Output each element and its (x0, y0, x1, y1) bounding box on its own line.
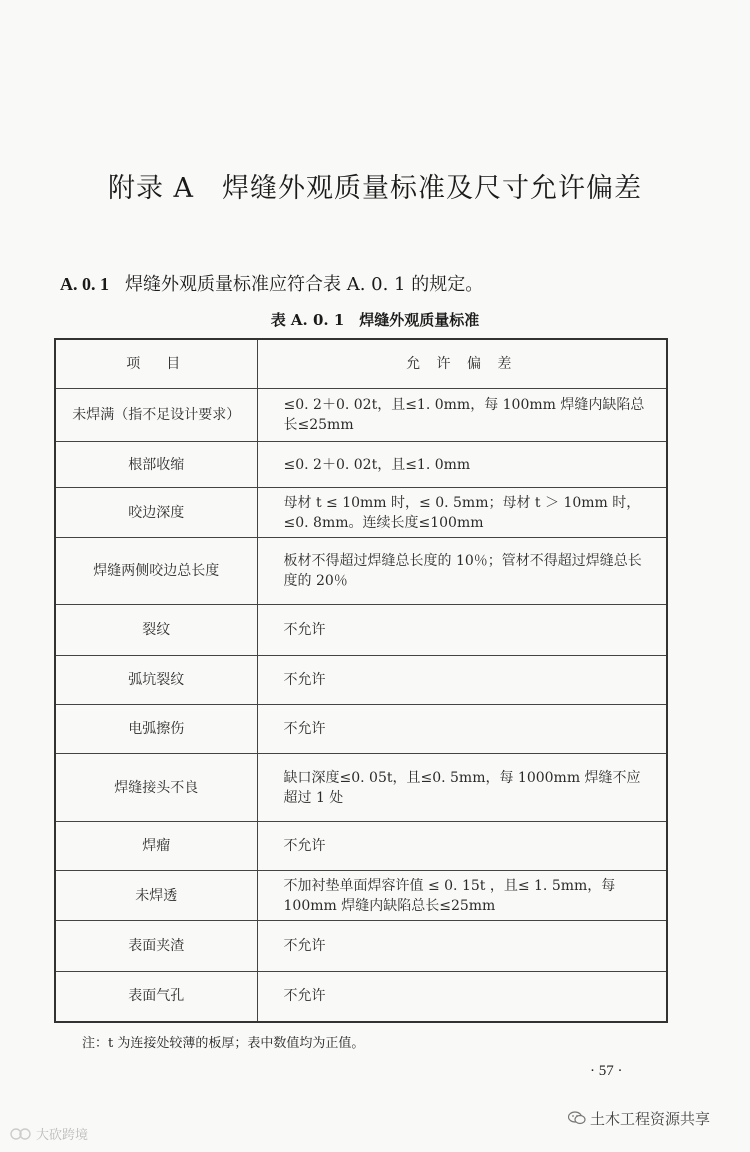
row-item: 焊缝接头不良 (55, 754, 257, 822)
table-caption: 表 A. 0. 1 焊缝外观质量标准 (270, 311, 480, 329)
platform-logo-icon (10, 1127, 32, 1145)
watermark-left (10, 1124, 88, 1145)
table-row (55, 656, 667, 705)
clause-number: A. 0. 1 (60, 274, 109, 294)
row-value: 不允许 (257, 656, 667, 705)
row-value: 母材 t ≤ 10mm 时，≤ 0. 5mm；母材 t ＞ 10mm 时，≤0. 8mm。连续长度≤100mm (257, 488, 667, 538)
row-item: 焊缝两侧咬边总长度 (55, 538, 257, 605)
row-item: 未焊透 (55, 871, 257, 921)
header-item: 项 目 (55, 339, 257, 389)
row-value: ≤0. 2＋0. 02t，且≤1. 0mm，每 100mm 焊缝内缺陷总长≤25mm (257, 389, 667, 442)
watermark-right-text: 土木工程资源共享 (590, 1110, 711, 1128)
row-item: 表面气孔 (55, 972, 257, 1022)
row-value: 不允许 (257, 972, 667, 1022)
row-value: 板材不得超过焊缝总长度的 10％；管材不得超过焊缝总长度的 20％ (257, 538, 667, 605)
row-value: 不允许 (257, 705, 667, 754)
table-row (55, 442, 667, 488)
clause (60, 270, 483, 296)
table-row (55, 822, 667, 871)
row-item: 根部收缩 (55, 442, 257, 488)
row-item: 咬边深度 (55, 488, 257, 538)
row-item: 未焊满（指不足设计要求） (55, 389, 257, 442)
table-row (55, 605, 667, 656)
watermark-left-text: 大砍跨境 (36, 1128, 89, 1143)
watermark-right (568, 1108, 710, 1129)
table-note: 注：t 为连接处较薄的板厚；表中数值均为正值。 (82, 1036, 365, 1051)
row-value: 不加衬垫单面焊容许值 ≤ 0. 15t ，且≤ 1. 5mm，每 100mm 焊缝内缺陷总长≤25mm (257, 871, 667, 921)
table-row (55, 538, 667, 605)
row-item: 电弧擦伤 (55, 705, 257, 754)
page-number: · 57 · (590, 1063, 623, 1079)
row-item: 表面夹渣 (55, 921, 257, 972)
table-row (55, 754, 667, 822)
row-value: 缺口深度≤0. 05t，且≤0. 5mm，每 1000mm 焊缝不应超过 1 处 (257, 754, 667, 822)
table-row (55, 705, 667, 754)
row-item: 焊瘤 (55, 822, 257, 871)
clause-text: 焊缝外观质量标准应符合表 A. 0. 1 的规定。 (125, 274, 484, 295)
table-row (55, 871, 667, 921)
table-row (55, 389, 667, 442)
row-value: 不允许 (257, 921, 667, 972)
row-value: ≤0. 2＋0. 02t，且≤1. 0mm (257, 442, 667, 488)
table-header-row (55, 339, 667, 389)
row-value: 不允许 (257, 822, 667, 871)
row-item: 裂纹 (55, 605, 257, 656)
table-row (55, 488, 667, 538)
table-row (55, 972, 667, 1022)
wechat-icon (568, 1111, 586, 1129)
row-value: 不允许 (257, 605, 667, 656)
table-row (55, 921, 667, 972)
appendix-title: 附录 A 焊缝外观质量标准及尺寸允许偏差 (107, 173, 643, 204)
header-tolerance: 允 许 偏 差 (257, 339, 667, 389)
quality-standard-table (54, 338, 668, 1023)
row-item: 弧坑裂纹 (55, 656, 257, 705)
